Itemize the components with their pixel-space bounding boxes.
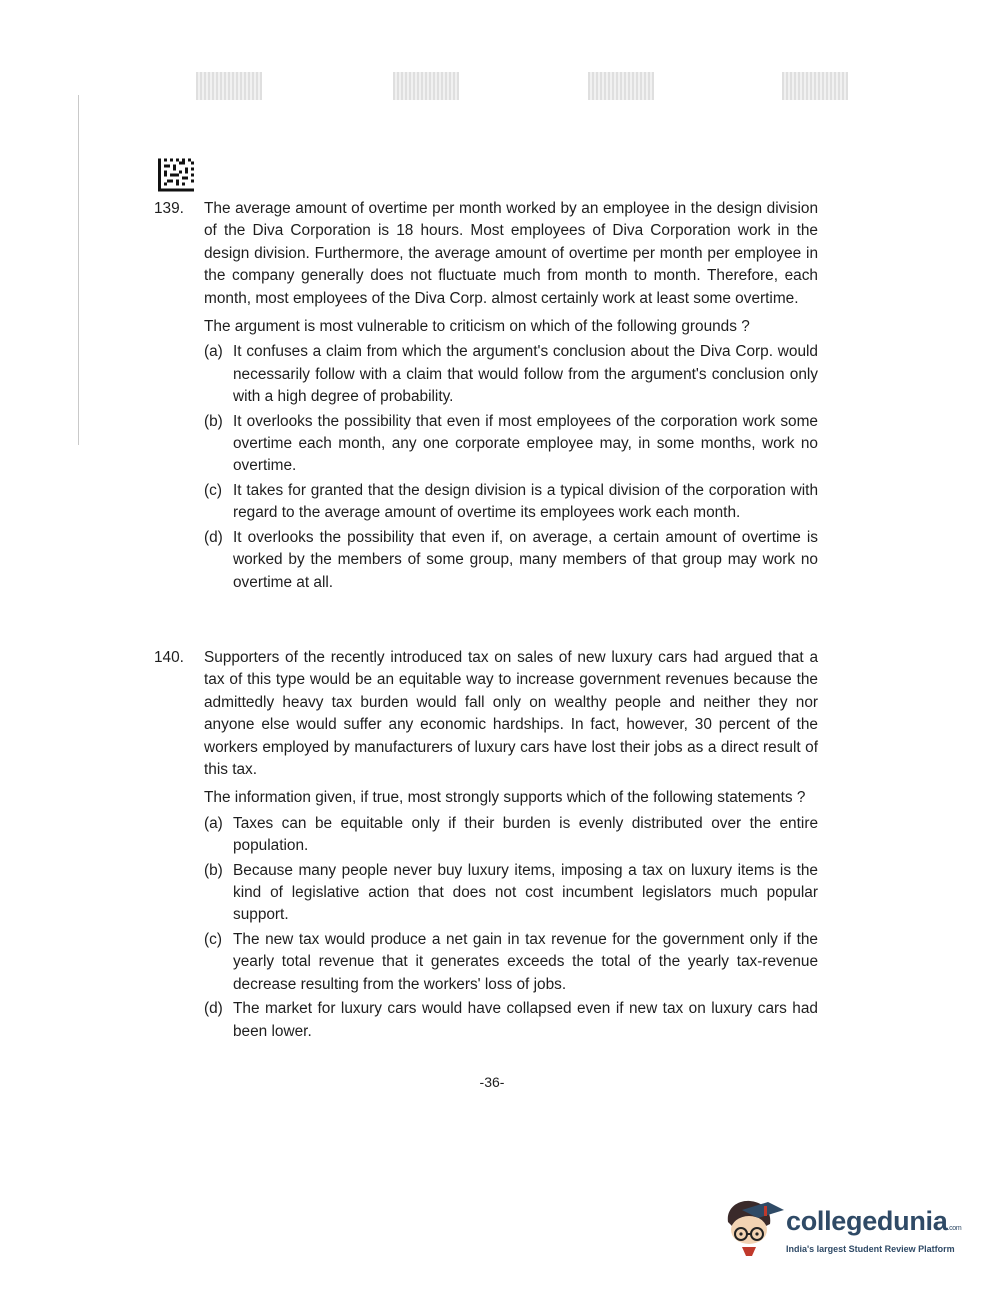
option-text: The new tax would produce a net gain in tax revenue for the government only if the yearly total revenue that it generates exceeds the total of the yearly tax-revenue decrease resulting from the workers' loss of jobs. (233, 930, 818, 993)
collegedunia-logo (722, 1196, 962, 1266)
option-d (204, 998, 818, 1043)
option-text: The market for luxury cars would have collapsed even if new tax on luxury cars had been lower. (233, 1000, 818, 1040)
page-number: -36- (479, 1074, 505, 1090)
question-number: 140. (154, 649, 184, 666)
option-a (204, 341, 818, 408)
question-prompt: The argument is most vulnerable to criticism on which of the following grounds ? (204, 318, 750, 336)
option-text: Taxes can be equitable only if their burden is evenly distributed over the entire population. (233, 814, 818, 855)
option-text: It confuses a claim from which the argument's conclusion about the Diva Corp. would necessarily follow with a claim that would follow from the argument's conclusion only with a high degree of probability. (233, 343, 818, 406)
option-d (204, 527, 818, 594)
scan-margin-line (78, 95, 79, 445)
scan-artifact (782, 72, 848, 100)
brand-dotcom: .com (947, 1225, 962, 1232)
scan-artifact (196, 72, 262, 100)
option-c (204, 929, 818, 996)
scan-artifact (588, 72, 654, 100)
option-text: It overlooks the possibility that even if, on average, a certain amount of overtime is worked by the members of some group, many members of that group may work no overtime at all. (233, 528, 818, 591)
question-number: 139. (154, 200, 184, 217)
option-b (204, 411, 818, 478)
question-stem: Supporters of the recently introduced tax on sales of new luxury cars had argued that a tax of this type would be an equitable way to increase government revenues because the admittedly heavy tax burden would fall only on wealthy people and neither they nor anyone else would suffer any economic hardships. In fact, however, 30 percent of the workers employed by manufacturers of luxury cars have lost their jobs as a direct result of this tax. (204, 649, 818, 779)
question-prompt: The information given, if true, most strongly supports which of the following statements ? (204, 789, 806, 807)
brand-name-text: collegedunia (786, 1206, 948, 1236)
option-label: (a) (204, 343, 223, 361)
question-140 (154, 647, 818, 1045)
option-label: (b) (204, 412, 223, 430)
option-label: (d) (204, 528, 223, 546)
option-text: It overlooks the possibility that even if most employees of the corporation work some overtime each month, any one corporate employee may, in some months, work no overtime. (233, 412, 818, 475)
option-label: (c) (204, 930, 222, 948)
scan-artifact (393, 72, 459, 100)
option-label: (d) (204, 1000, 223, 1018)
brand-tagline: India's largest Student Review Platform (786, 1244, 955, 1254)
option-label: (c) (204, 481, 222, 499)
option-text: Because many people never buy luxury items, imposing a tax on luxury items is the kind of legislative action that does not cost incumbent legislators much popular support. (233, 861, 818, 924)
question-139 (154, 198, 818, 596)
option-text: It takes for granted that the design division is a typical division of the corporation with regard to the average amount of overtime its employees work each month. (233, 481, 818, 522)
option-c (204, 480, 818, 525)
question-stem: The average amount of overtime per month worked by an employee in the design division of the Diva Corporation is 18 hours. Most employees of Diva Corporation work in the design division. Furthermore, the average amount of overtime per month per employee in the company generally does not fluctuate much from month to month. Therefore, each month, most employees of the Diva Corp. almost certainly work at least some overtime. (204, 200, 818, 307)
brand-name (786, 1206, 961, 1237)
option-label: (b) (204, 861, 223, 879)
option-a (204, 813, 818, 858)
option-b (204, 860, 818, 927)
qr-code-icon (158, 158, 194, 192)
student-mascot-icon (722, 1196, 784, 1258)
option-label: (a) (204, 814, 223, 832)
